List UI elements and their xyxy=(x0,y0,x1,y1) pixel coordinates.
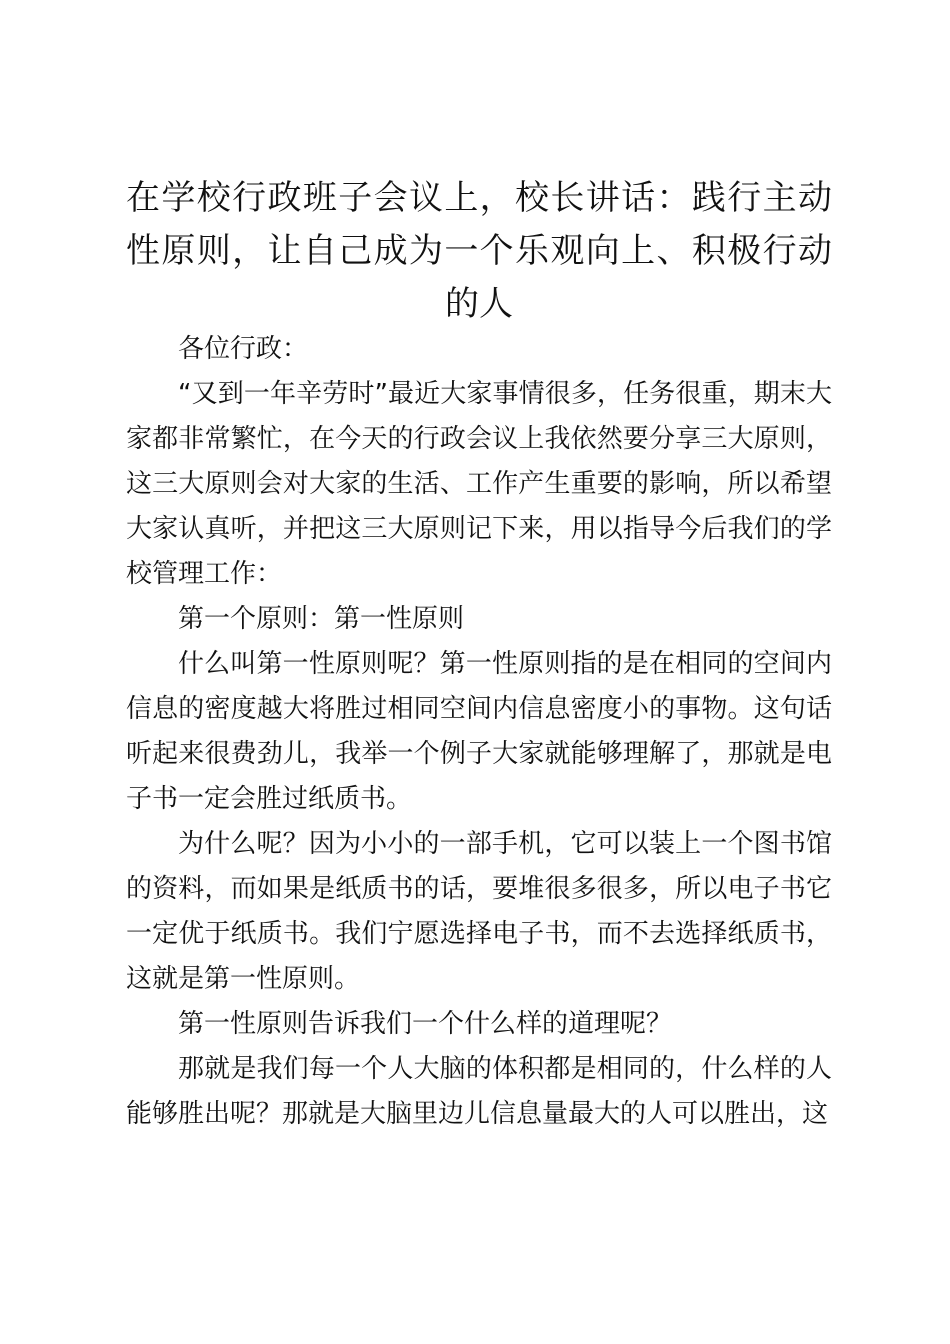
paragraph-intro: “又到一年辛劳时”最近大家事情很多，任务很重，期末大家都非常繁忙，在今天的行政会议上我依然要分享三大原则，这三大原则会对大家的生活、工作产生重要的影响，所以希望大家认真听，并把这三大原则记下来，用以指导今后我们的学校管理工作： xyxy=(126,379,832,589)
paragraph-principle-example: 为什么呢？因为小小的一部手机，它可以装上一个图书馆的资料，而如果是纸质书的话，要堆很多很多，所以电子书它一定优于纸质书。我们宁愿选择电子书，而不去选择纸质书，这就是第一性原则。 xyxy=(126,829,832,994)
paragraph-principle-definition: 什么叫第一性原则呢？第一性原则指的是在相同的空间内信息的密度越大将胜过相同空间内信息密度小的事物。这句话听起来很费劲儿，我举一个例子大家就能够理解了，那就是电子书一定会胜过纸质书。 xyxy=(126,649,832,814)
paragraph-principle-question: 第一性原则告诉我们一个什么样的道理呢？ xyxy=(178,1009,673,1039)
document-title: 在学校行政班子会议上，校长讲话：践行主动性原则，让自己成为一个乐观向上、积极行动的人 xyxy=(126,178,832,324)
document-body xyxy=(126,327,832,1137)
paragraph-salutation: 各位行政： xyxy=(178,334,309,364)
paragraph-principle-heading: 第一个原则：第一性原则 xyxy=(178,604,465,634)
paragraph-principle-answer: 那就是我们每一个人大脑的体积都是相同的，什么样的人能够胜出呢？那就是大脑里边儿信息量最大的人可以胜出，这 xyxy=(126,1054,832,1129)
